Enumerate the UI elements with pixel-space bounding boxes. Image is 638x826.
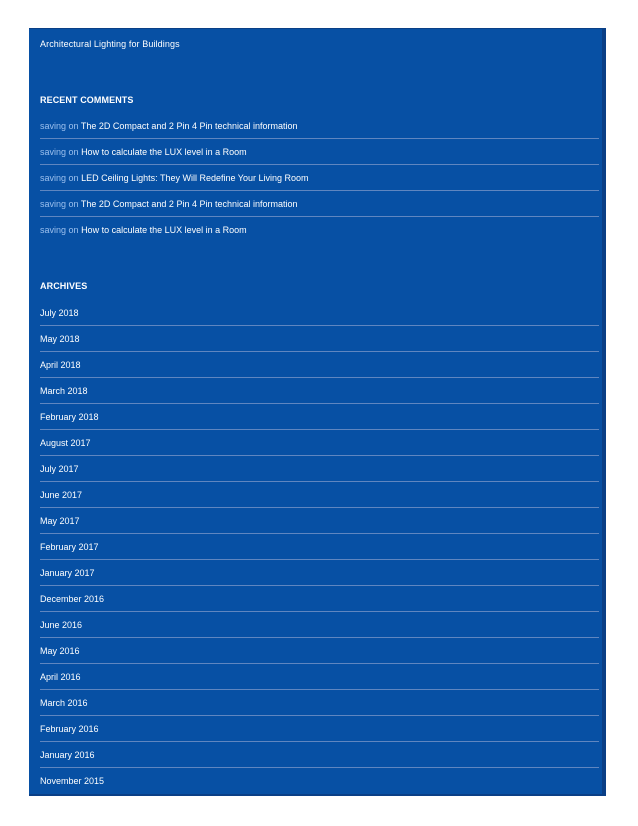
archive-link[interactable]: April 2016	[40, 664, 599, 690]
archive-link[interactable]: May 2017	[40, 508, 599, 534]
comment-author-link[interactable]: saving	[40, 225, 67, 235]
comment-item	[40, 217, 599, 243]
comment-on-label: on	[68, 121, 79, 131]
comment-post-link[interactable]: The 2D Compact and 2 Pin 4 Pin technical information	[80, 121, 298, 131]
comment-item	[40, 113, 599, 139]
comment-item	[40, 139, 599, 165]
archive-link[interactable]: June 2017	[40, 482, 599, 508]
comment-on-label: on	[68, 225, 79, 235]
comment-post-link[interactable]: The 2D Compact and 2 Pin 4 Pin technical information	[80, 199, 298, 209]
recent-comments-list	[40, 113, 599, 243]
archive-link[interactable]: July 2018	[40, 300, 599, 326]
comment-on-label: on	[68, 199, 79, 209]
comment-item	[40, 191, 599, 217]
archive-link[interactable]: April 2018	[40, 352, 599, 378]
archive-link[interactable]: March 2016	[40, 690, 599, 716]
comment-post-link[interactable]: How to calculate the LUX level in a Room	[81, 147, 247, 157]
archive-link[interactable]: August 2017	[40, 430, 599, 456]
archives-list	[40, 300, 599, 794]
comment-author-link[interactable]: saving	[40, 121, 67, 131]
archive-link[interactable]: February 2018	[40, 404, 599, 430]
comment-on-label: on	[68, 173, 79, 183]
archive-link[interactable]: May 2016	[40, 638, 599, 664]
archive-link[interactable]: March 2018	[40, 378, 599, 404]
recent-comments-heading: RECENT COMMENTS	[40, 95, 134, 105]
comment-author-link[interactable]: saving	[40, 147, 67, 157]
archive-link[interactable]: January 2016	[40, 742, 599, 768]
sidebar-panel	[29, 28, 606, 796]
comment-item	[40, 165, 599, 191]
recent-post-link[interactable]: Architectural Lighting for Buildings	[40, 39, 180, 49]
comment-on-label: on	[68, 147, 79, 157]
archive-link[interactable]: June 2016	[40, 612, 599, 638]
comment-author-link[interactable]: saving	[40, 199, 67, 209]
comment-post-link[interactable]: LED Ceiling Lights: They Will Redefine Your Living Room	[81, 173, 309, 183]
archive-link[interactable]: November 2015	[40, 776, 105, 786]
archives-heading: ARCHIVES	[40, 281, 88, 291]
archive-link[interactable]: May 2018	[40, 326, 599, 352]
comment-author-link[interactable]: saving	[40, 173, 67, 183]
comment-post-link[interactable]: How to calculate the LUX level in a Room	[81, 225, 247, 235]
archive-link[interactable]: January 2017	[40, 560, 599, 586]
archive-link[interactable]: December 2016	[40, 586, 599, 612]
archive-link[interactable]: February 2017	[40, 534, 599, 560]
archive-link[interactable]: February 2016	[40, 716, 599, 742]
archive-link[interactable]: July 2017	[40, 456, 599, 482]
